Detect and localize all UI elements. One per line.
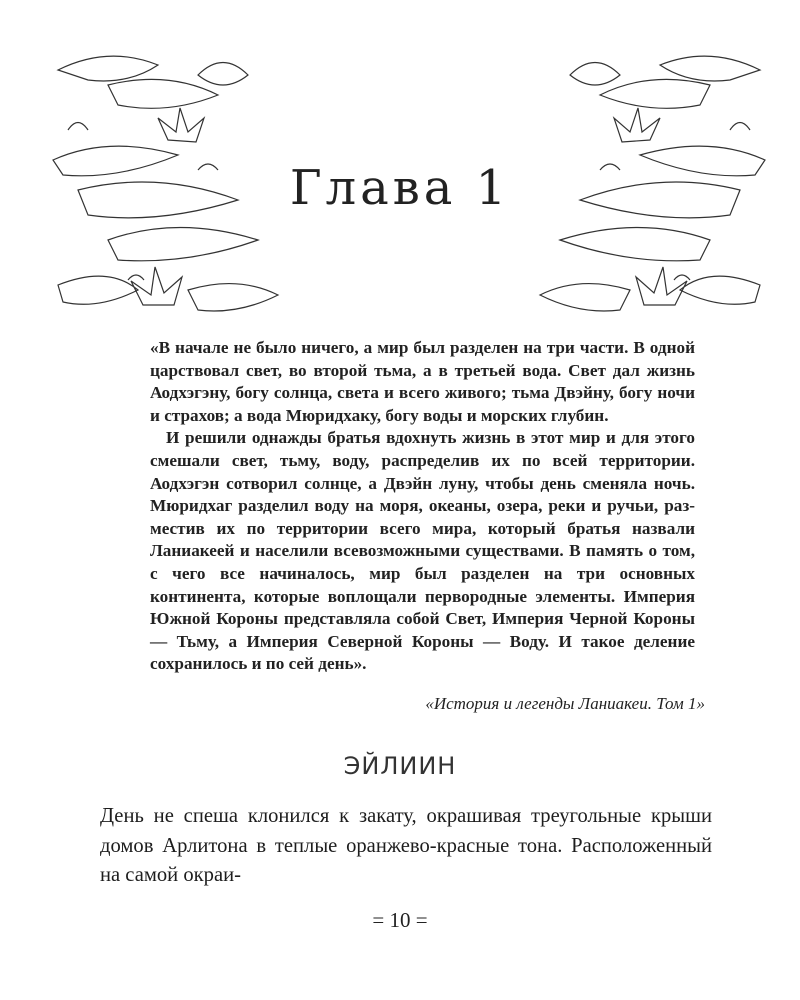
section-title: ЭЙЛИИН — [343, 752, 457, 780]
chapter-title: Глава 1 — [289, 160, 511, 216]
epigraph-source: «История и легенды Ланиакеи. Том 1» — [425, 694, 705, 713]
epigraph-paragraph: И решили однажды братья вдохнуть жизнь в этот мир и для этого смешали свет, тьму, воду, распределив их по всей территории. Аодхэгэн сотворил солнце, а Двэйн луну, чтобы день сменяла ночь. Мюридхаг разделил воду на моря, океаны, озера, реки и ручьи, разместив их по территории всего мира, который братья назвали Ланиакеей и населили всевозможными существами. В память о том, с чего все начиналось, мир был разделен на три основных континента, которые воплощали первородные элементы. Империя Южной Короны представляла собой Свет, Империя Черной Короны — Тьму, а Империя Северной Короны — Воду. И такое деление сохранилось и по сей день». — [150, 428, 695, 674]
epigraph — [150, 337, 695, 676]
body-paragraph: День не спеша клонился к закату, окрашивая треугольные крыши домов Арлитона в теплые оранжево-красные тона. Расположенный на самой окраи- — [100, 805, 712, 886]
epigraph-paragraph: «В начале не было ничего, а мир был разделен на три части. В одной царствовал свет, во второй тьма, а в третьей вода. Свет дал жизнь Аодхэгэну, богу солнца, света и всего живого; тьма Двэйну, богу ночи и страхов; а вода Мюридхаку, богу воды и морских глубин. — [150, 338, 695, 425]
page-number: = 10 = — [372, 908, 428, 932]
